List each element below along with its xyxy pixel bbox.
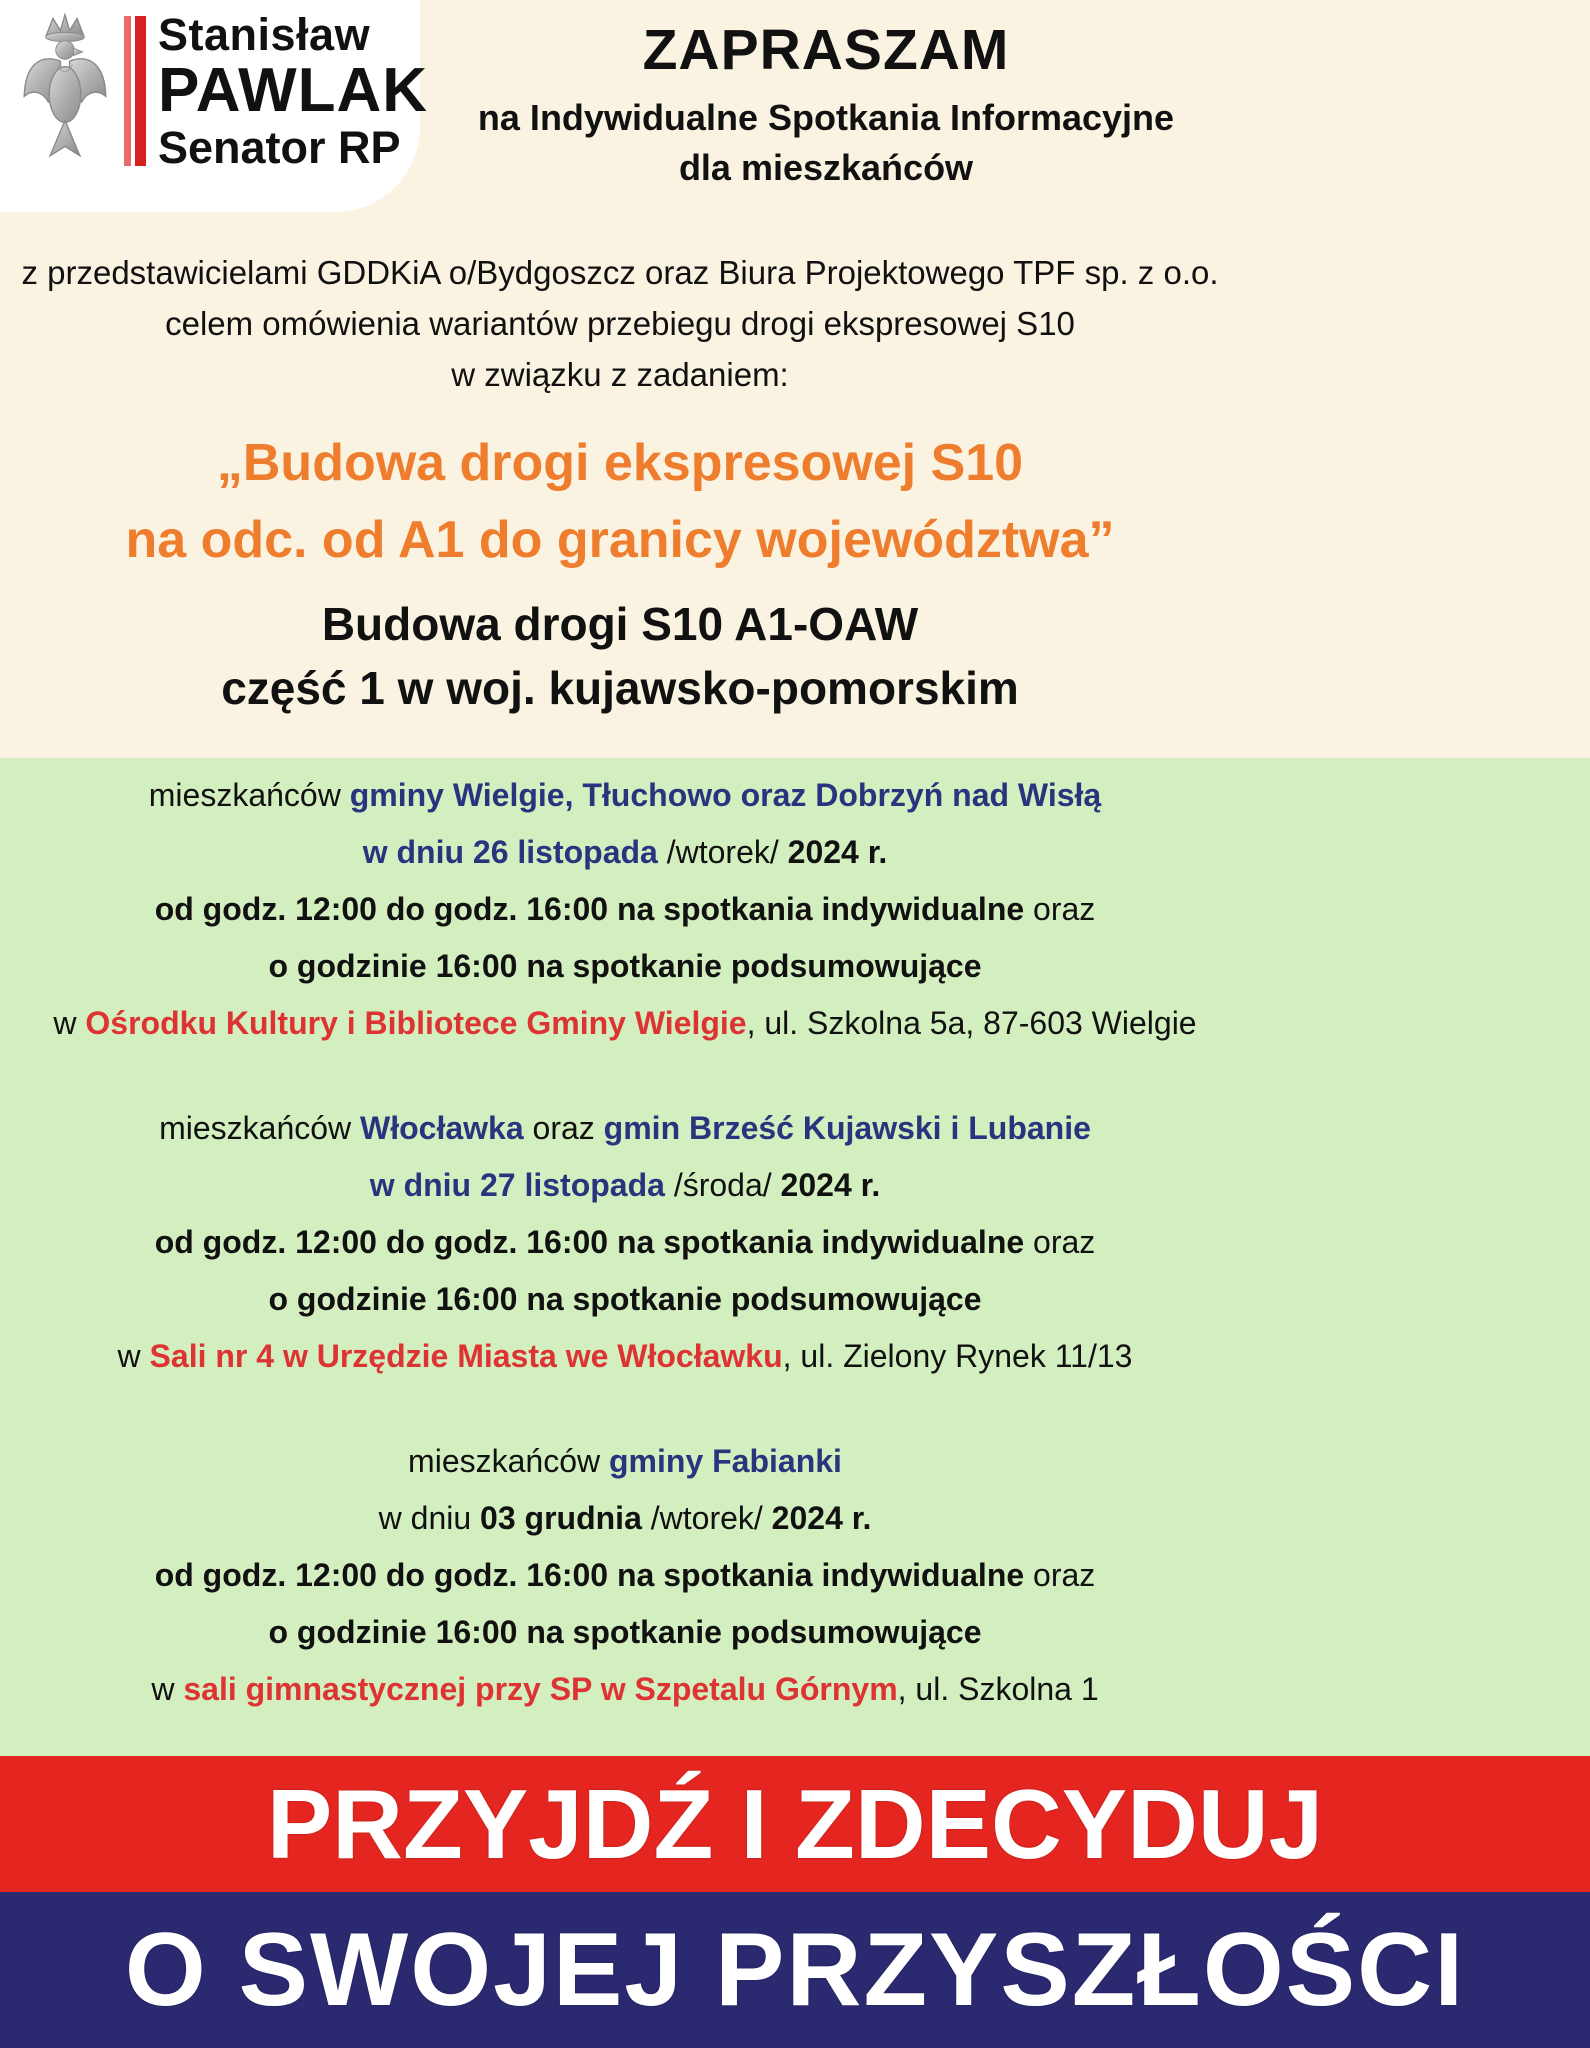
eagle-emblem-icon (14, 8, 116, 168)
meeting-3-audience-line: mieszkańców gminy Fabianki (408, 1443, 842, 1479)
meeting-block-3 (0, 1433, 1250, 1718)
meeting-block-2 (0, 1100, 1250, 1385)
project-subtitle-line-1: Budowa drogi S10 A1-OAW (321, 598, 919, 650)
meeting-3-summary-line: o godzinie 16:00 na spotkanie podsumowujące (268, 1614, 982, 1650)
meeting-1-audience-line: mieszkańców gminy Wielgie, Tłuchowo oraz Dobrzyń nad Wisłą (148, 777, 1102, 813)
meetings-column (0, 758, 1250, 1718)
cta-line-2: O SWOJEJ PRZYSZŁOŚCI (124, 1911, 1466, 2028)
project-subtitle (0, 592, 1240, 720)
intro-paragraph (0, 247, 1240, 400)
meeting-2-hours-line: od godz. 12:00 do godz. 16:00 na spotkania indywidualne oraz (154, 1224, 1096, 1260)
cta-banner-red (0, 1756, 1590, 1892)
meeting-3-date-line: w dniu 03 grudnia /wtorek/ 2024 r. (378, 1500, 872, 1536)
meeting-2-venue-line: w Sali nr 4 w Urzędzie Miasta we Włocławku, ul. Zielony Rynek 11/13 (117, 1338, 1133, 1374)
meeting-1-venue-line: w Ośrodku Kultury i Bibliotece Gminy Wielgie, ul. Szkolna 5a, 87-603 Wielgie (53, 1005, 1197, 1041)
meeting-1-summary-line: o godzinie 16:00 na spotkanie podsumowujące (268, 948, 982, 984)
logo-card (0, 0, 429, 212)
meeting-2-date-line: w dniu 27 listopada /środa/ 2024 r. (369, 1167, 881, 1203)
intro-line-2: celem omówienia wariantów przebiegu drogi ekspresowej S10 (165, 305, 1075, 342)
invitation-header (420, 18, 1232, 190)
intro-line-1: z przedstawicielami GDDKiA o/Bydgoszcz oraz Biura Projektowego TPF sp. z o.o. (21, 254, 1219, 291)
meeting-3-venue-line: w sali gimnastycznej przy SP w Szpetalu Górnym, ul. Szkolna 1 (151, 1671, 1099, 1707)
meetings-section (0, 758, 1590, 1756)
senator-title: Senator RP (158, 122, 401, 173)
meeting-2-audience-line: mieszkańców Włocławka oraz gmin Brześć Kujawski i Lubanie (159, 1110, 1091, 1146)
cta-line-1: PRZYJDŹ I ZDECYDUJ (266, 1768, 1324, 1879)
meeting-2-summary-line: o godzinie 16:00 na spotkanie podsumowujące (268, 1281, 982, 1317)
cta-banner-navy (0, 1892, 1590, 2048)
meeting-3-hours-line: od godz. 12:00 do godz. 16:00 na spotkania indywidualne oraz (154, 1557, 1096, 1593)
meeting-1-date-line: w dniu 26 listopada /wtorek/ 2024 r. (362, 834, 888, 870)
invitation-heading: ZAPRASZAM (642, 18, 1010, 82)
intro-line-3: w związku z zadaniem: (451, 356, 789, 393)
project-subtitle-line-2: część 1 w woj. kujawsko-pomorskim (221, 662, 1019, 714)
meeting-1-hours-line: od godz. 12:00 do godz. 16:00 na spotkania indywidualne oraz (154, 891, 1096, 927)
project-title-line-1: „Budowa drogi ekspresowej S10 (216, 434, 1024, 492)
invitation-subheading-2: dla mieszkańców (678, 147, 974, 188)
senator-last-name: PAWLAK (158, 56, 429, 125)
logo-text (158, 9, 429, 174)
invitation-subheading-1: na Indywidualne Spotkania Informacyjne (477, 97, 1175, 138)
logo-red-stripe (124, 16, 146, 166)
meeting-block-1 (0, 767, 1250, 1052)
project-title (0, 425, 1240, 579)
senator-first-name: Stanisław (158, 9, 371, 60)
project-title-line-2: na odc. od A1 do granicy województwa” (125, 511, 1115, 569)
